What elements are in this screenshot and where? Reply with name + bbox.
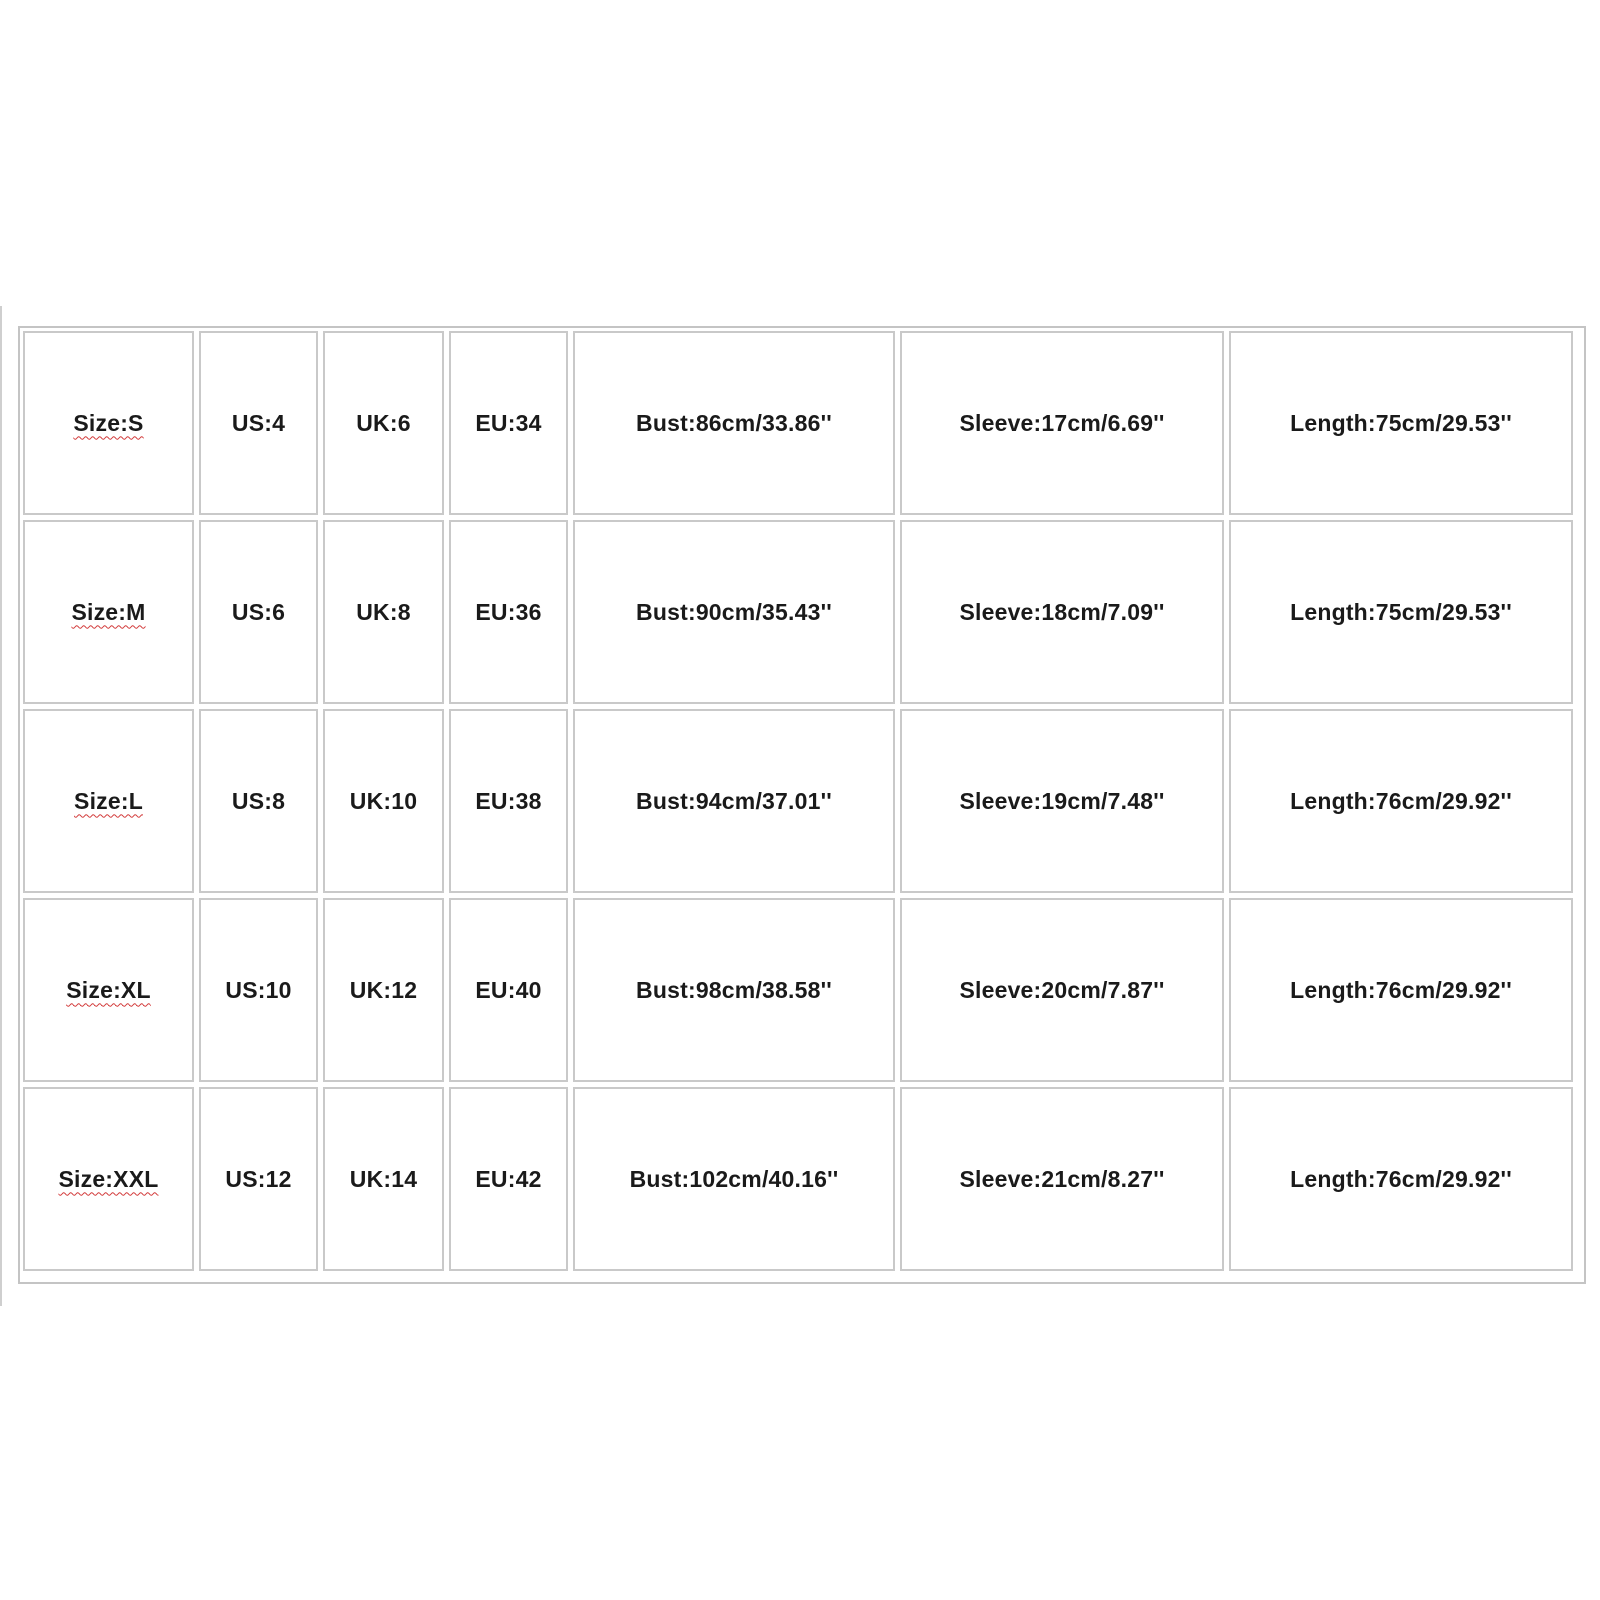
table-row [23,331,1573,515]
uk-size-cell: UK:12 [323,898,444,1082]
eu-size-cell: EU:36 [449,520,568,704]
uk-size-cell: UK:14 [323,1087,444,1271]
bust-cell: Bust:102cm/40.16'' [573,1087,895,1271]
bust-cell: Bust:98cm/38.58'' [573,898,895,1082]
table-row [23,520,1573,704]
sleeve-cell: Sleeve:19cm/7.48'' [900,709,1224,893]
eu-size-cell: EU:42 [449,1087,568,1271]
table-row [23,709,1573,893]
us-size-cell: US:10 [199,898,318,1082]
uk-size-cell: UK:8 [323,520,444,704]
bust-cell: Bust:90cm/35.43'' [573,520,895,704]
length-cell: Length:75cm/29.53'' [1229,331,1573,515]
table-row [23,898,1573,1082]
sleeve-cell: Sleeve:18cm/7.09'' [900,520,1224,704]
size-label: Size:L [74,787,143,814]
length-cell: Length:75cm/29.53'' [1229,520,1573,704]
size-label: Size:XL [66,976,151,1003]
sleeve-cell: Sleeve:21cm/8.27'' [900,1087,1224,1271]
sleeve-cell: Sleeve:20cm/7.87'' [900,898,1224,1082]
size-cell [23,331,194,515]
us-size-cell: US:12 [199,1087,318,1271]
size-cell [23,898,194,1082]
eu-size-cell: EU:38 [449,709,568,893]
sleeve-cell: Sleeve:17cm/6.69'' [900,331,1224,515]
size-cell [23,1087,194,1271]
eu-size-cell: EU:40 [449,898,568,1082]
uk-size-cell: UK:6 [323,331,444,515]
us-size-cell: US:8 [199,709,318,893]
table-row [23,1087,1573,1271]
size-label: Size:M [71,598,146,625]
length-cell: Length:76cm/29.92'' [1229,709,1573,893]
size-chart-frame [18,326,1586,1284]
size-label: Size:S [73,409,144,436]
left-edge-rule [0,306,2,1306]
length-cell: Length:76cm/29.92'' [1229,898,1573,1082]
size-cell [23,709,194,893]
us-size-cell: US:4 [199,331,318,515]
uk-size-cell: UK:10 [323,709,444,893]
size-cell [23,520,194,704]
us-size-cell: US:6 [199,520,318,704]
size-label: Size:XXL [58,1165,159,1192]
bust-cell: Bust:94cm/37.01'' [573,709,895,893]
size-chart-table [18,326,1578,1276]
bust-cell: Bust:86cm/33.86'' [573,331,895,515]
length-cell: Length:76cm/29.92'' [1229,1087,1573,1271]
eu-size-cell: EU:34 [449,331,568,515]
